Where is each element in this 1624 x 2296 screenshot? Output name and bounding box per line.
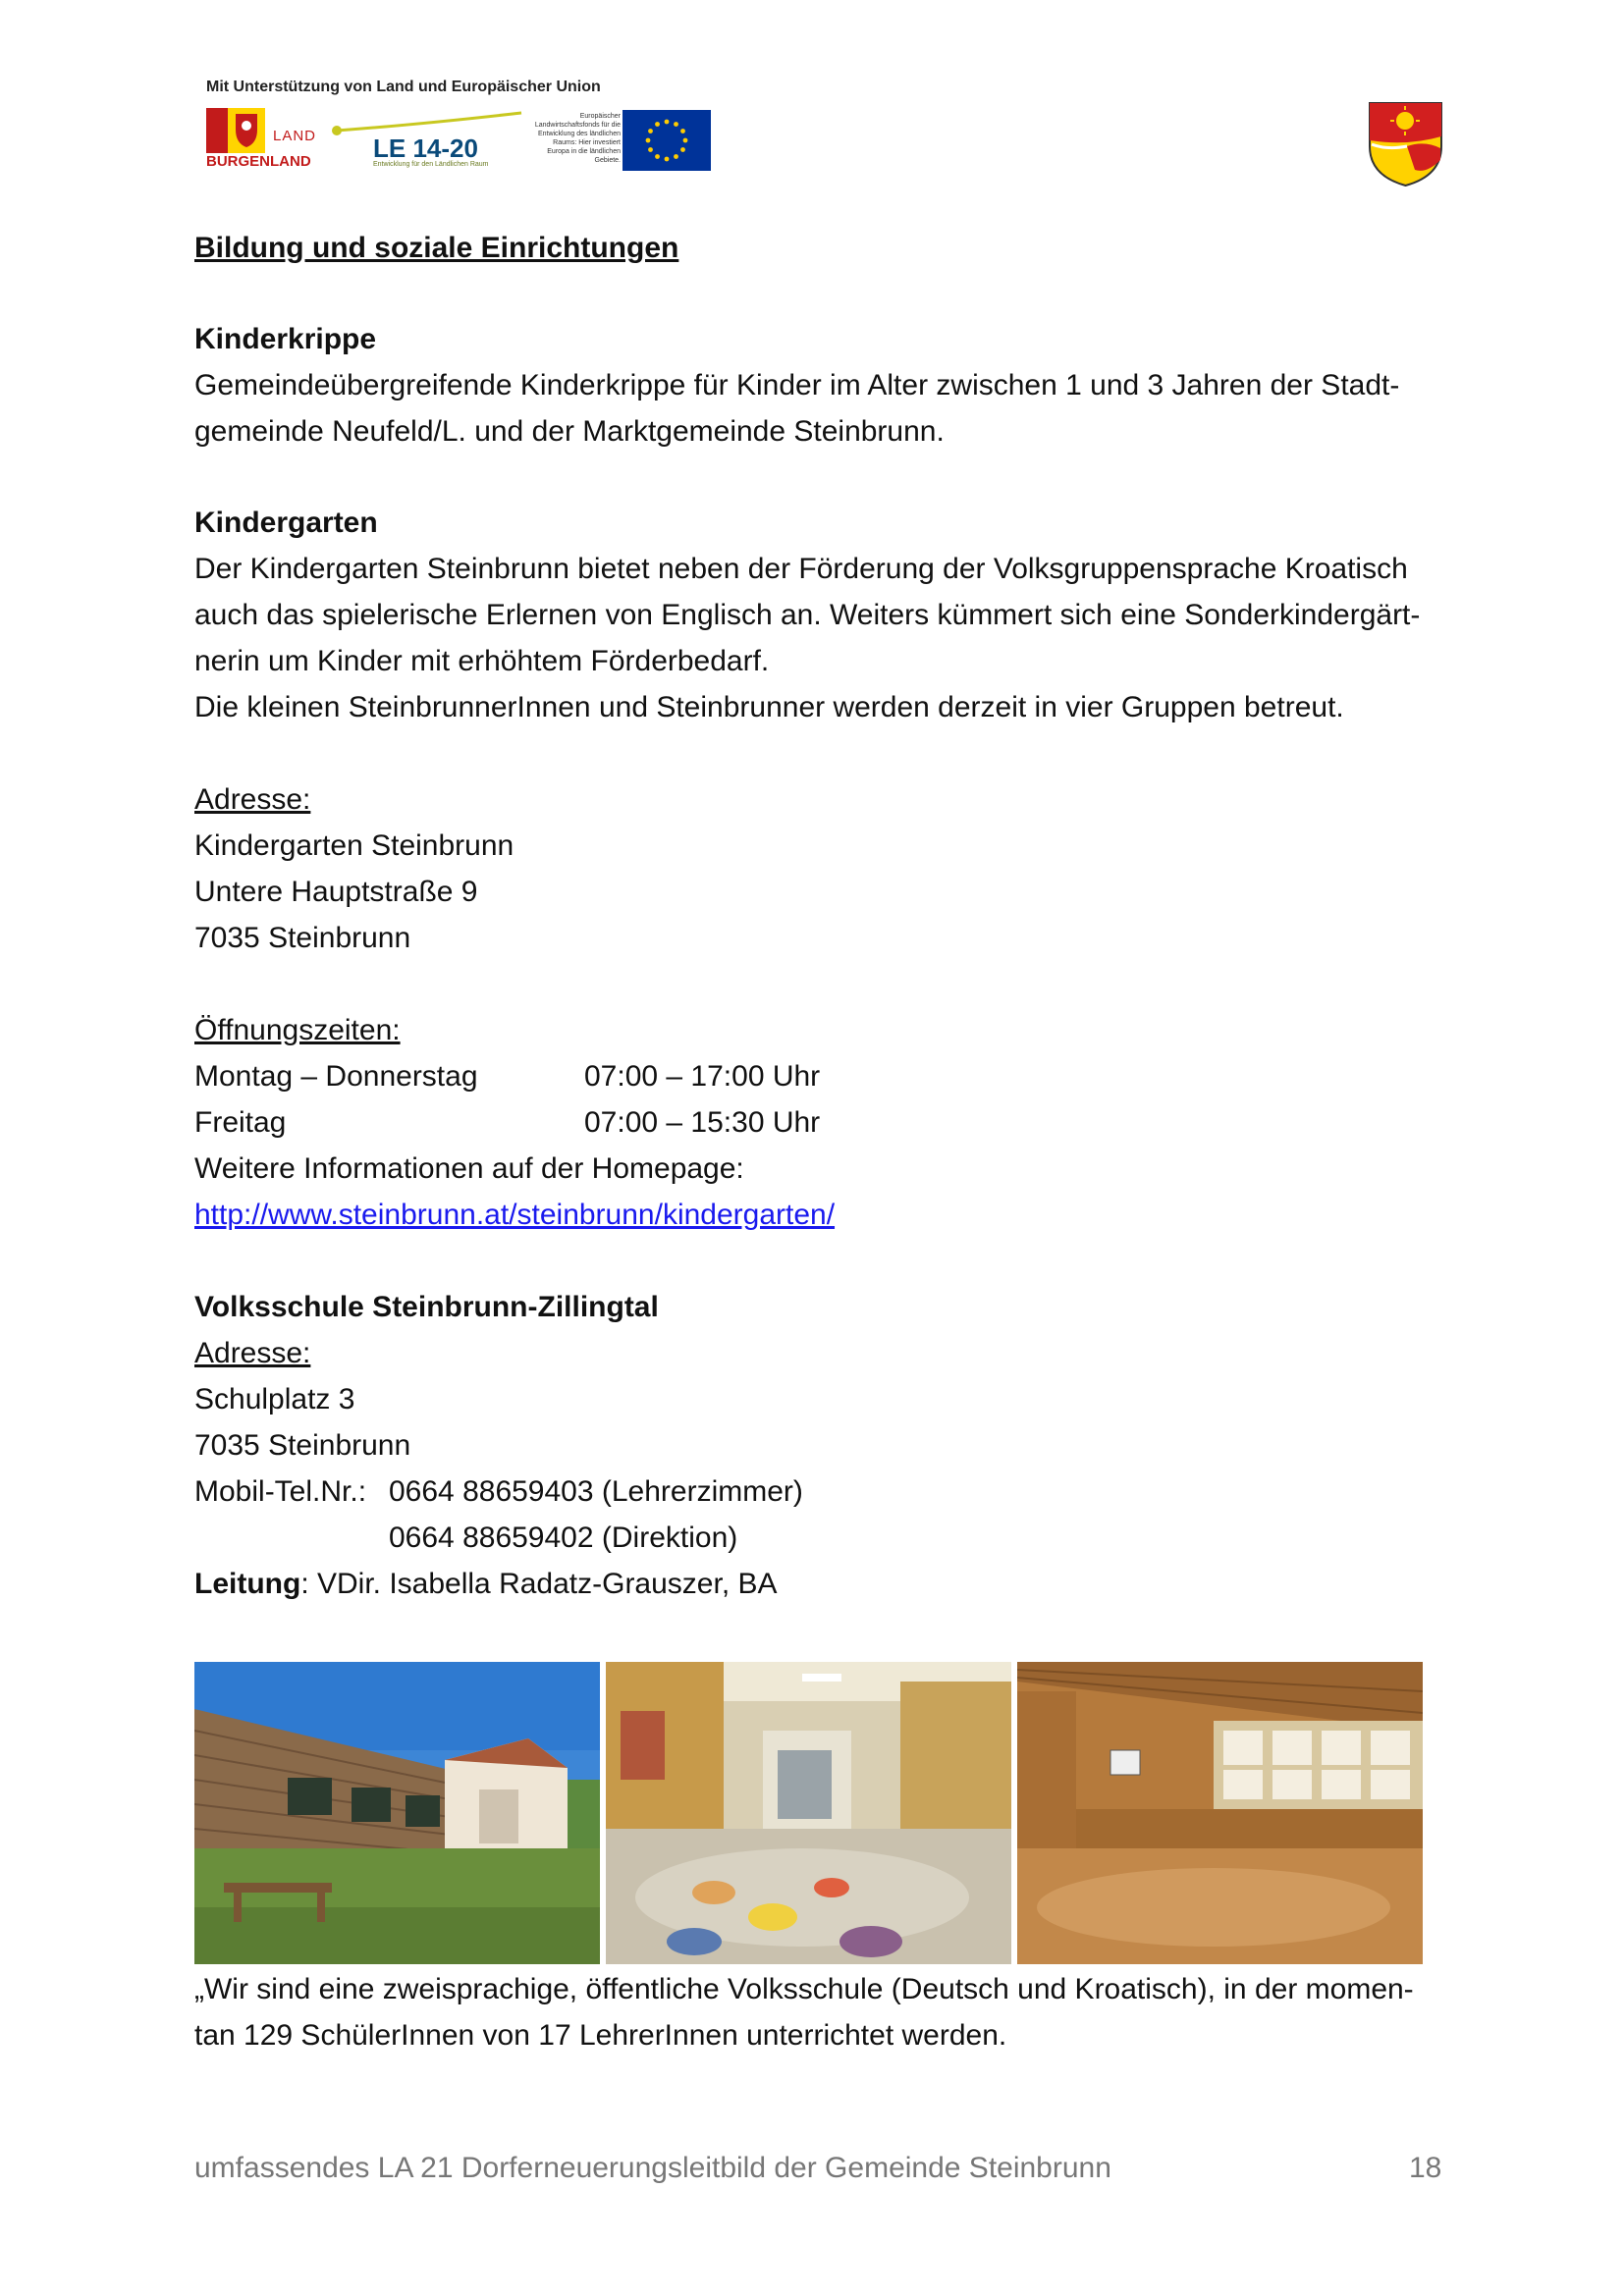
kinderkrippe-heading: Kinderkrippe bbox=[194, 323, 377, 355]
hours-day: Freitag bbox=[194, 1106, 287, 1139]
leitung-line bbox=[194, 1561, 778, 1607]
kindergarten-text-line: Der Kindergarten Steinbrunn bietet neben der Förderung der Volksgruppensprache Kroatisch bbox=[194, 553, 1408, 585]
footer-text: umfassendes LA 21 Dorferneuerungsleitbild der Gemeinde Steinbrunn bbox=[194, 2152, 1111, 2184]
volksschule-quote-line: tan 129 SchülerInnen von 17 LehrerInnen unterrichtet werden. bbox=[194, 2019, 1007, 2052]
hours-day: Montag – Donnerstag bbox=[194, 1060, 478, 1093]
homepage-info-text: Weitere Informationen auf der Homepage: bbox=[194, 1152, 744, 1185]
school-gym-photo bbox=[1017, 1662, 1423, 1964]
opening-hours-label: Öffnungszeiten: bbox=[194, 1014, 401, 1046]
hours-time: 07:00 – 15:30 Uhr bbox=[584, 1106, 821, 1139]
kindergarten-text-line: Die kleinen SteinbrunnerInnen und Steinbrunner werden derzeit in vier Gruppen betreut. bbox=[194, 691, 1344, 723]
kindergarten-text-line: auch das spielerische Erlernen von Englisch an. Weiters kümmert sich eine Sonderkindergärt- bbox=[194, 599, 1421, 631]
kindergarten-text-line: nerin um Kinder mit erhöhtem Förderbedarf. bbox=[194, 645, 770, 677]
eu-flag-icon bbox=[623, 110, 711, 171]
steinbrunn-crest-icon bbox=[1368, 101, 1443, 187]
kinderkrippe-text-line: Gemeindeübergreifende Kinderkrippe für Kinder im Alter zwischen 1 und 3 Jahren der Stadt- bbox=[194, 369, 1400, 401]
le-logo-subtitle: Entwicklung für den Ländlichen Raum bbox=[373, 161, 489, 168]
kindergarten-address-label: Adresse: bbox=[194, 783, 311, 816]
kindergarten-heading: Kindergarten bbox=[194, 507, 378, 539]
burgenland-name-label: BURGENLAND bbox=[206, 153, 311, 170]
kinderkrippe-text-line: gemeinde Neufeld/L. und der Marktgemeinde Steinbrunn. bbox=[194, 415, 945, 448]
volksschule-address-line: 7035 Steinbrunn bbox=[194, 1429, 411, 1462]
volksschule-quote-line: „Wir sind eine zweisprachige, öffentliche Volksschule (Deutsch und Kroatisch), in der momen- bbox=[194, 1973, 1414, 2005]
support-text: Mit Unterstützung von Land und Europäischer Union bbox=[206, 79, 601, 95]
burgenland-flag-icon bbox=[206, 108, 265, 153]
volksschule-heading: Volksschule Steinbrunn-Zillingtal bbox=[194, 1291, 659, 1323]
kindergarten-address-line: Untere Hauptstraße 9 bbox=[194, 876, 478, 908]
hours-time: 07:00 – 17:00 Uhr bbox=[584, 1060, 821, 1093]
phone-label: Mobil-Tel.Nr.: bbox=[194, 1475, 367, 1508]
volksschule-address-line: Schulplatz 3 bbox=[194, 1383, 355, 1415]
kindergarten-address-line: 7035 Steinbrunn bbox=[194, 922, 411, 954]
le-logo-text: LE 14-20 bbox=[373, 133, 478, 163]
phone-number: 0664 88659402 (Direktion) bbox=[389, 1522, 738, 1554]
kindergarten-address-line: Kindergarten Steinbrunn bbox=[194, 829, 514, 862]
kindergarten-homepage-link[interactable]: http://www.steinbrunn.at/steinbrunn/kindergarten/ bbox=[194, 1199, 836, 1231]
leitung-label: Leitung bbox=[194, 1568, 301, 1600]
burgenland-land-label: LAND bbox=[273, 128, 317, 144]
phone-number: 0664 88659403 (Lehrerzimmer) bbox=[389, 1475, 803, 1508]
school-exterior-photo bbox=[194, 1662, 600, 1964]
page-number: 18 bbox=[1409, 2152, 1442, 2184]
volksschule-address-label: Adresse: bbox=[194, 1337, 311, 1369]
school-hallway-photo bbox=[606, 1662, 1011, 1964]
eu-fund-text: Europäischer Landwirtschaftsfonds für die Entwicklung des ländlichen Raums: Hier investiert Europa in die ländlichen Gebiete. bbox=[534, 113, 621, 164]
leitung-value: : VDir. Isabella Radatz-Grauszer, BA bbox=[300, 1568, 778, 1600]
page-title: Bildung und soziale Einrichtungen bbox=[194, 232, 679, 264]
